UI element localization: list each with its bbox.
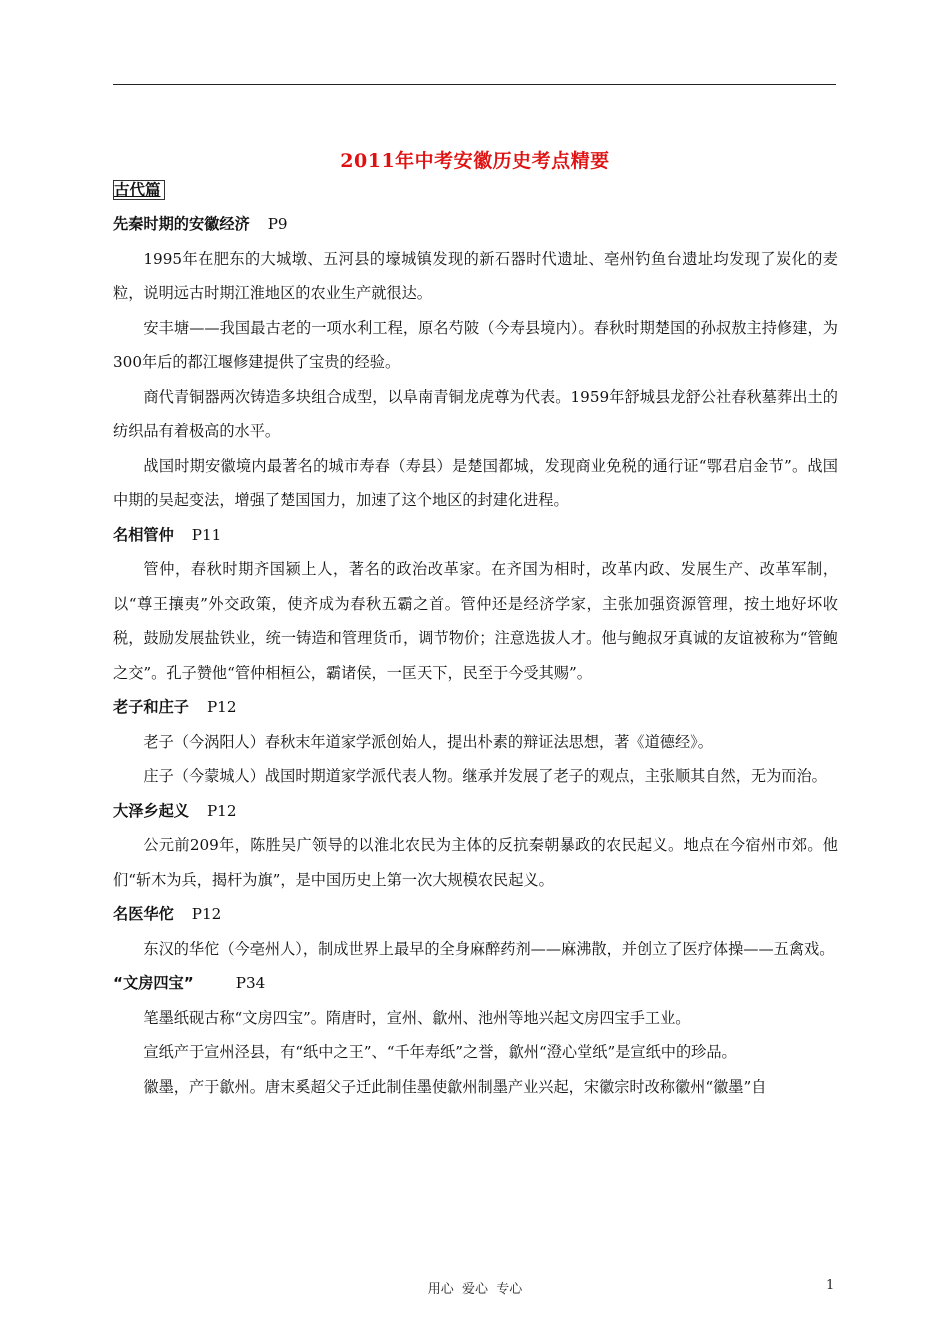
paragraph: 笔墨纸砚古称“文房四宝”。隋唐时，宣州、歙州、池州等地兴起文房四宝手工业。 bbox=[143, 1008, 691, 1027]
part-label: 古代篇 bbox=[113, 180, 165, 200]
paragraph: 东汉的华佗（今亳州人），制成世界上最早的全身麻醉药剂——麻沸散，并创立了医疗体操——五禽戏。 bbox=[143, 939, 835, 958]
header-rule bbox=[113, 84, 836, 85]
paragraph: 管仲，春秋时期齐国颍上人，著名的政治改革家。在齐国为相时，改革内政、发展生产、改革军制，以“尊王攘夷”外交政策，使齐成为春秋五霸之首。管仲还是经济学家，主张加强资源管理，按土地好坏收税，鼓励发展盐铁业，统一铸造和管理货币，调节物价；注意选拔人才。他与鲍叔牙真诚的友谊被称为“管鲍之交”。孔子赞他“管仲相桓公，霸诸侯，一匡天下，民至于今受其赐”。 bbox=[113, 560, 838, 682]
document-title: 2011年中考安徽历史考点精要 bbox=[340, 150, 610, 172]
paragraph: 宣纸产于宣州泾县，有“纸中之王”、“千年寿纸”之誉，歙州“澄心堂纸”是宣纸中的珍品。 bbox=[143, 1043, 737, 1061]
paragraph: 老子（今涡阳人）春秋末年道家学派创始人，提出朴素的辩证法思想，著《道德经》。 bbox=[143, 732, 713, 751]
paragraph: 商代青铜器两次铸造多块组合成型，以阜南青铜龙虎尊为代表。1959年舒城县龙舒公社春秋墓葬出土的纺织品有着极高的水平。 bbox=[113, 387, 838, 440]
section-heading bbox=[113, 966, 838, 1001]
section-heading-text: 先秦时期的安徽经济 bbox=[113, 215, 250, 233]
section-heading-text: 名医华佗 bbox=[113, 905, 174, 923]
section-page-ref: P9 bbox=[267, 215, 288, 233]
footer-slogan: 用心 爱心 专心 bbox=[427, 1282, 523, 1297]
section-heading-text: 老子和庄子 bbox=[113, 698, 189, 716]
section-page-ref: P11 bbox=[191, 525, 222, 544]
paragraph: 战国时期安徽境内最著名的城市寿春（寿县）是楚国都城，发现商业免税的通行证“鄂君启金节”。战国中期的吴起变法，增强了楚国国力，加速了这个地区的封建化进程。 bbox=[113, 456, 838, 509]
paragraph: 1995年在肥东的大城墩、五河县的壕城镇发现的新石器时代遗址、亳州钓鱼台遗址均发现了炭化的麦粒，说明远古时期江淮地区的农业生产就很达。 bbox=[113, 249, 838, 302]
paragraph: 安丰塘——我国最古老的一项水利工程，原名芍陂（今寿县境内）。春秋时期楚国的孙叔敖主持修建，为300年后的都江堰修建提供了宝贵的经验。 bbox=[113, 318, 838, 371]
paragraph: 公元前209年，陈胜吴广领导的以淮北农民为主体的反抗秦朝暴政的农民起义。地点在今宿州市郊。他们“斩木为兵，揭杆为旗”，是中国历史上第一次大规模农民起义。 bbox=[113, 836, 838, 889]
section-page-ref: P34 bbox=[235, 974, 266, 992]
section-heading bbox=[113, 794, 838, 829]
section-heading bbox=[113, 207, 838, 242]
section-heading-text: “文房四宝” bbox=[113, 974, 194, 992]
paragraph: 庄子（今蒙城人）战国时期道家学派代表人物。继承并发展了老子的观点，主张顺其自然，无为而治。 bbox=[143, 767, 827, 785]
section-heading bbox=[113, 690, 838, 725]
section-page-ref: P12 bbox=[191, 905, 222, 923]
document-body bbox=[113, 207, 838, 1104]
page-number: 1 bbox=[826, 1278, 835, 1293]
paragraph: 徽墨，产于歙州。唐末奚超父子迁此制佳墨使歙州制墨产业兴起，宋徽宗时改称徽州“徽墨”自 bbox=[143, 1077, 767, 1096]
section-page-ref: P12 bbox=[206, 698, 237, 716]
section-heading bbox=[113, 518, 838, 553]
section-heading bbox=[113, 897, 838, 932]
section-page-ref: P12 bbox=[206, 801, 237, 820]
section-heading-text: 名相管仲 bbox=[113, 525, 174, 544]
section-heading-text: 大泽乡起义 bbox=[113, 801, 189, 820]
